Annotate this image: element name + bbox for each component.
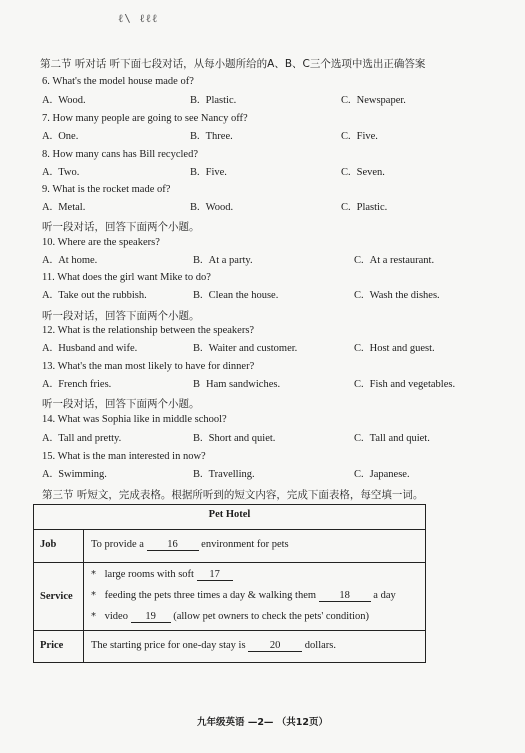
option-14a: A. Tall and pretty. <box>42 433 122 444</box>
blank-19[interactable]: 19 <box>131 611 171 623</box>
question-9: 9. What is the rocket made of? <box>42 184 171 195</box>
job-text: To provide a 16 environment for pets <box>91 539 289 550</box>
option-14c: C. Tall and quiet. <box>354 433 430 444</box>
question-15: 15. What is the man interested in now? <box>42 451 206 462</box>
option-11a: A. Take out the rubbish. <box>42 290 147 301</box>
option-10b: B. At a party. <box>193 255 253 266</box>
option-9c: C. Plastic. <box>341 202 388 213</box>
option-13b: B Ham sandwiches. <box>193 379 281 390</box>
option-8a: A. Two. <box>42 167 80 178</box>
star-icon: * <box>91 569 96 580</box>
price-label: Price <box>40 640 64 651</box>
page-footer: 九年级英语 —2— （共12页） <box>197 717 328 728</box>
service-item-3: * video 19 (allow pet owners to check the pets' condition) <box>91 611 369 622</box>
blank-17[interactable]: 17 <box>197 569 233 581</box>
option-6c: C. Newspaper. <box>341 95 406 106</box>
header-mark: ℓ\ ℓℓℓ <box>118 12 159 25</box>
job-label: Job <box>40 539 57 550</box>
instruction-14-15: 听一段对话，回答下面两个小题。 <box>42 398 200 410</box>
option-13c: C. Fish and vegetables. <box>354 379 456 390</box>
option-9a: A. Metal. <box>42 202 86 213</box>
option-12c: C. Host and guest. <box>354 343 435 354</box>
option-12b: B. Waiter and customer. <box>193 343 298 354</box>
option-7a: A. One. <box>42 131 79 142</box>
option-10c: C. At a restaurant. <box>354 255 435 266</box>
option-14b: B. Short and quiet. <box>193 433 276 444</box>
option-11c: C. Wash the dishes. <box>354 290 440 301</box>
blank-16[interactable]: 16 <box>147 539 199 551</box>
question-6: 6. What's the model house made of? <box>42 76 194 87</box>
question-7: 7. How many people are going to see Nancy off? <box>42 113 248 124</box>
pet-hotel-table <box>33 504 426 663</box>
blank-18[interactable]: 18 <box>319 590 371 602</box>
service-item-1: * large rooms with soft 17 <box>91 569 233 581</box>
option-7c: C. Five. <box>341 131 378 142</box>
question-10: 10. Where are the speakers? <box>42 237 160 248</box>
service-label: Service <box>40 591 73 602</box>
option-6b: B. Plastic. <box>190 95 237 106</box>
question-12: 12. What is the relationship between the speakers? <box>42 325 255 336</box>
price-text: The starting price for one-day stay is 20 dollars. <box>91 640 336 651</box>
option-12a: A. Husband and wife. <box>42 343 138 354</box>
table-row-price <box>34 630 425 663</box>
question-11: 11. What does the girl want Mike to do? <box>42 272 211 283</box>
star-icon: * <box>91 611 96 622</box>
option-15b: B. Travelling. <box>193 469 255 480</box>
table-row-service <box>34 562 425 631</box>
option-13a: A. French fries. <box>42 379 112 390</box>
question-14: 14. What was Sophia like in middle school? <box>42 414 227 425</box>
section-3-title: 第三节 听短文，完成表格。根据所听到的短文内容，完成下面表格，每空填一词。 <box>42 489 424 501</box>
option-6a: A. Wood. <box>42 95 86 106</box>
option-10a: A. At home. <box>42 255 98 266</box>
option-8c: C. Seven. <box>341 167 385 178</box>
blank-20[interactable]: 20 <box>248 640 302 652</box>
option-8b: B. Five. <box>190 167 227 178</box>
question-13: 13. What's the man most likely to have for dinner? <box>42 361 255 372</box>
table-divider <box>83 529 84 662</box>
option-11b: B. Clean the house. <box>193 290 279 301</box>
table-row-job <box>34 529 425 563</box>
instruction-12-13: 听一段对话，回答下面两个小题。 <box>42 310 200 322</box>
service-item-2: * feeding the pets three times a day & walking them 18 a day <box>91 590 396 601</box>
star-icon: * <box>91 590 96 601</box>
option-9b: B. Wood. <box>190 202 234 213</box>
option-15a: A. Swimming. <box>42 469 107 480</box>
question-8: 8. How many cans has Bill recycled? <box>42 149 198 160</box>
option-15c: C. Japanese. <box>354 469 410 480</box>
option-7b: B. Three. <box>190 131 233 142</box>
table-title: Pet Hotel <box>208 509 251 520</box>
section-2-title: 第二节 听对话 听下面七段对话，从每小题所给的A、B、C三个选项中选出正确答案 <box>40 58 426 70</box>
instruction-10-11: 听一段对话，回答下面两个小题。 <box>42 221 200 233</box>
